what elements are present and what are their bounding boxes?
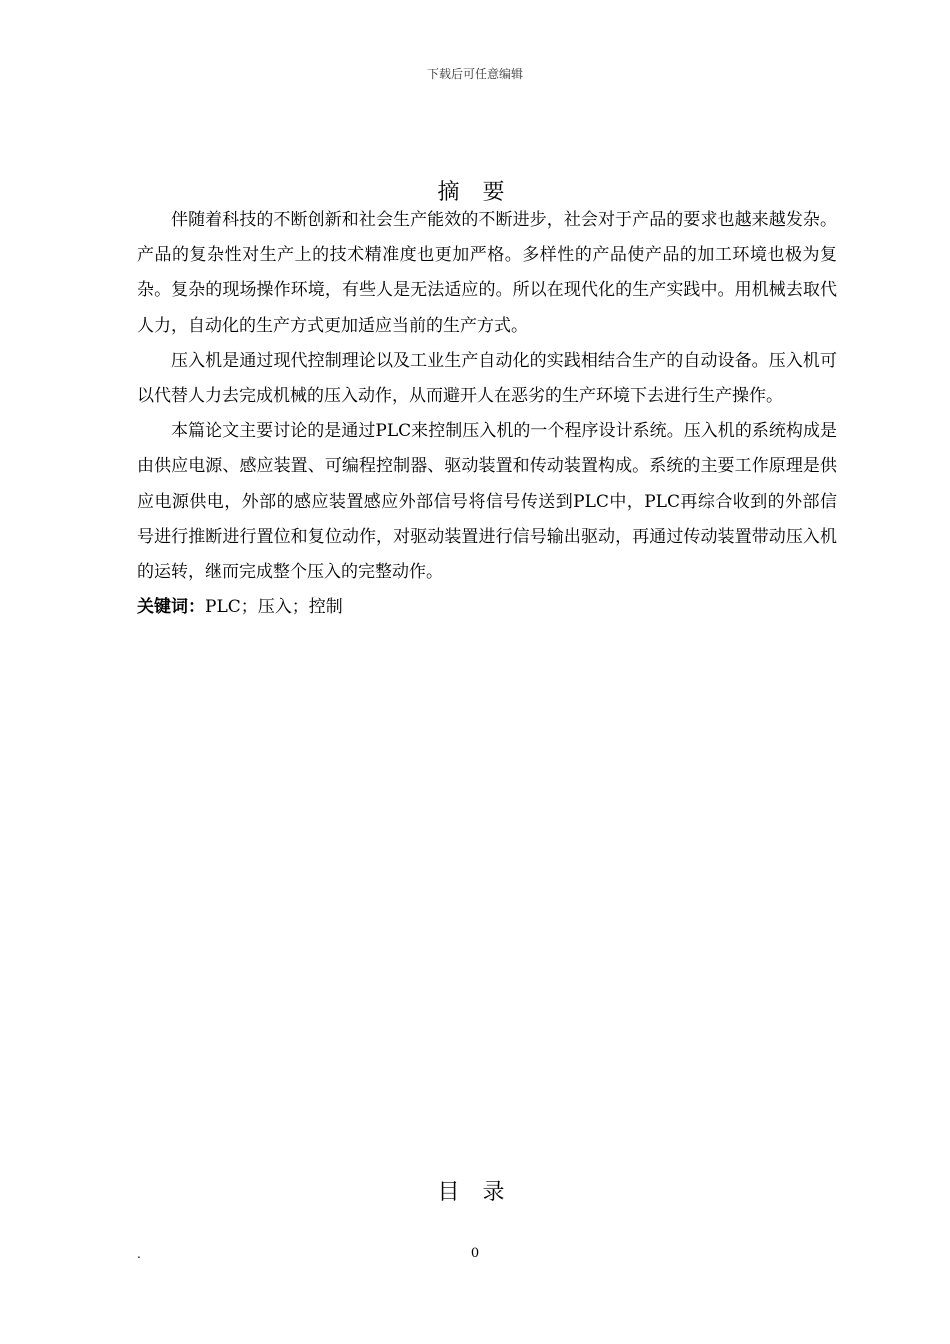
abstract-paragraph-3: 本篇论文主要讨论的是通过PLC来控制压入机的一个程序设计系统。压入机的系统构成是由供应电源、感应装置、可编程控制器、驱动装置和传动装置构成。系统的主要工作原理是供应电源供电，外部的感应装置感应外部信号将信号传送到PLC中，PLC再综合收到的外部信号进行推断进行置位和复位动作，对驱动装置进行信号输出驱动，再通过传动装置带动压入机的运转，继而完成整个压入的完整动作。: [137, 421, 837, 583]
abstract-title: 摘 要: [437, 180, 513, 205]
toc-title: 目 录: [437, 1180, 513, 1205]
abstract-paragraph-1: 伴随着科技的不断创新和社会生产能效的不断进步，社会对于产品的要求也越来越发杂。产品的复杂性对生产上的技术精准度也更加严格。多样性的产品使产品的加工环境也极为复杂。复杂的现场操作环境，有些人是无法适应的。所以在现代化的生产实践中。用机械去取代人力，自动化的生产方式更加适应当前的生产方式。: [137, 210, 837, 336]
keywords-line: [137, 590, 837, 625]
abstract-body: [137, 203, 837, 625]
page-header-note: 下载后可任意编辑: [426, 67, 523, 81]
keywords-value: PLC；压入；控制: [205, 597, 343, 618]
keywords-label: 关键词：: [137, 597, 205, 618]
abstract-paragraph-2: 压入机是通过现代控制理论以及工业生产自动化的实践相结合生产的自动设备。压入机可以代替人力去完成机械的压入动作，从而避开人在恶劣的生产环境下去进行生产操作。: [137, 350, 837, 407]
footer-dot: .: [137, 1247, 141, 1261]
page-number: 0: [470, 1246, 480, 1261]
